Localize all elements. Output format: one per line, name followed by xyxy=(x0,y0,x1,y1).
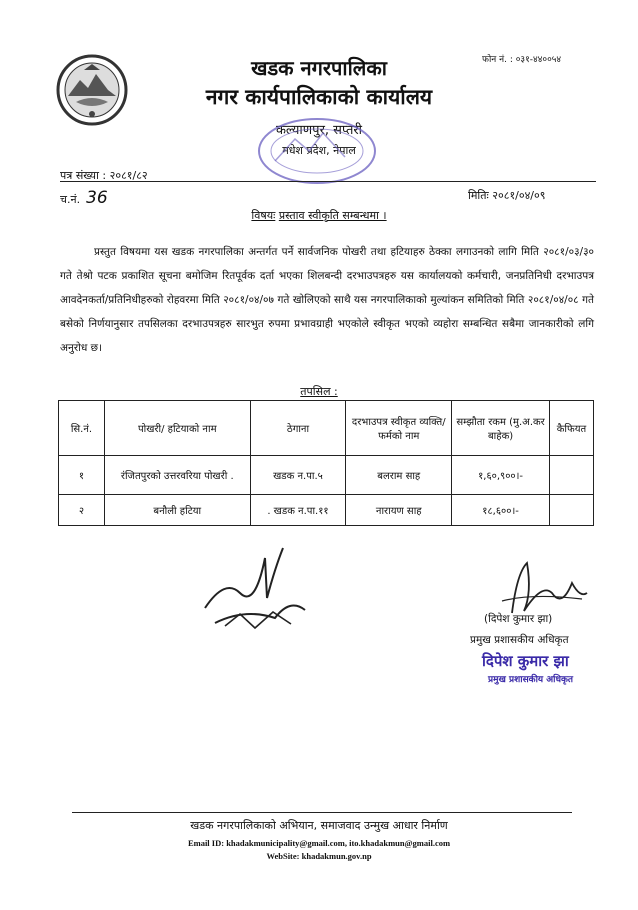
footer-website: WebSite: khadakmun.gov.np xyxy=(266,851,372,861)
cell-address: खडक न.पा.५ xyxy=(250,456,346,495)
letter-body: प्रस्तुत विषयमा यस खडक नगरपालिका अन्तर्गत पर्ने सार्वजनिक पोखरी तथा हटियाहरु ठेक्का लगाउनको लागि मिति २०८१/०३/३० गते तेश्रो पटक प्रकाशित सूचना बमोजिम रितपूर्वक दर्ता भएका शिलबन्दी दरभाउपत्रहरु यस कार्यालयको कर्मचारी, जनप्रतिनिधी दरभाउपत्र आवदेनकर्ता/प्रतिनिधीहरुको रोहवरमा मिति २०८१/०४/०७ गते खोलिएको साथै यस नगरपालिकाको मुल्यांकन समितिको मिति २०८१/०४/०८ गते बसेको निर्णयानुसार तपसिलका दरभाउपत्रहरु सारभुत रुपमा प्रभावग्राही भएकोले स्वीकृत भएको व्यहोरा सम्बन्धित सबैमा जानकारीको लगि अनुरोध छ। xyxy=(60,246,594,354)
signatory-title: प्रमुख प्रशासकीय अधिकृत xyxy=(470,634,569,646)
header-bidder: दरभाउपत्र स्वीकृत व्यक्ति/फर्मको नाम xyxy=(346,401,452,456)
award-table xyxy=(58,400,594,526)
cell-pond-name: बनौली हटिया xyxy=(104,495,250,526)
table-row xyxy=(59,495,594,526)
signatory-name: (दिपेश कुमार झा) xyxy=(484,613,553,625)
details-heading: तपसिल : xyxy=(300,385,338,398)
subject-text: प्रस्ताव स्वीकृति सम्बन्धमा । xyxy=(278,209,387,222)
office-name: नगर कार्यपालिकाको कार्यालय xyxy=(205,85,433,109)
cell-amount: १८,६००।- xyxy=(452,495,550,526)
cell-bidder: बलराम साह xyxy=(346,456,452,495)
dispatch-label: च.नं. xyxy=(60,193,81,206)
cell-serial: १ xyxy=(59,456,105,495)
dispatch-value: 36 xyxy=(86,188,108,208)
title-stamp: प्रमुख प्रशासकीय अधिकृत xyxy=(488,675,574,685)
header-remarks: कैफियत xyxy=(549,401,593,456)
footer-divider xyxy=(72,812,572,813)
table-row xyxy=(59,456,594,495)
date-label: मितिः xyxy=(468,189,489,202)
header-pond-name: पोखरी/ हटियाको नाम xyxy=(104,401,250,456)
subject-line xyxy=(0,208,638,223)
reference-number xyxy=(60,168,148,183)
cell-amount: १,६०,९००।- xyxy=(452,456,550,495)
reference-value: २०८१/८२ xyxy=(109,169,148,182)
subject-label: विषयः xyxy=(251,209,276,222)
handwritten-signature-left xyxy=(195,538,315,638)
office-address: कल्याणपुर, सप्तरी xyxy=(275,123,363,138)
cell-bidder: नारायण साह xyxy=(346,495,452,526)
office-stamp xyxy=(255,115,380,187)
header-address: ठेगाना xyxy=(250,401,346,456)
reference-label: पत्र संख्या : xyxy=(60,169,107,182)
cell-remarks xyxy=(549,456,593,495)
municipality-name: खडक नगरपालिका xyxy=(251,56,387,80)
cell-pond-name: रंजितपुरको उत्तरवरिया पोखरी . xyxy=(104,456,250,495)
cell-remarks xyxy=(549,495,593,526)
table-header-row xyxy=(59,401,594,456)
phone-number: फोन नं. : ०३१-४४००५४ xyxy=(482,55,562,65)
letter-date xyxy=(468,188,545,203)
footer-email: Email ID: khadakmunicipality@gmail.com, ito.khadakmun@gmail.com xyxy=(187,838,451,848)
footer-slogan: खडक नगरपालिकाको अभियान, समाजवाद उन्मुख आधार निर्माण xyxy=(190,819,448,832)
office-province: मधेश प्रदेश, नेपाल xyxy=(282,144,356,157)
date-value: २०८१/०४/०९ xyxy=(492,189,546,202)
header-serial: सि.नं. xyxy=(59,401,105,456)
dispatch-number xyxy=(60,188,108,208)
name-stamp: दिपेश कुमार झा xyxy=(482,652,569,670)
cell-address: . खडक न.पा.११ xyxy=(250,495,346,526)
header-amount: सम्झौता रकम (मु.अ.कर बाहेक) xyxy=(452,401,550,456)
cell-serial: २ xyxy=(59,495,105,526)
